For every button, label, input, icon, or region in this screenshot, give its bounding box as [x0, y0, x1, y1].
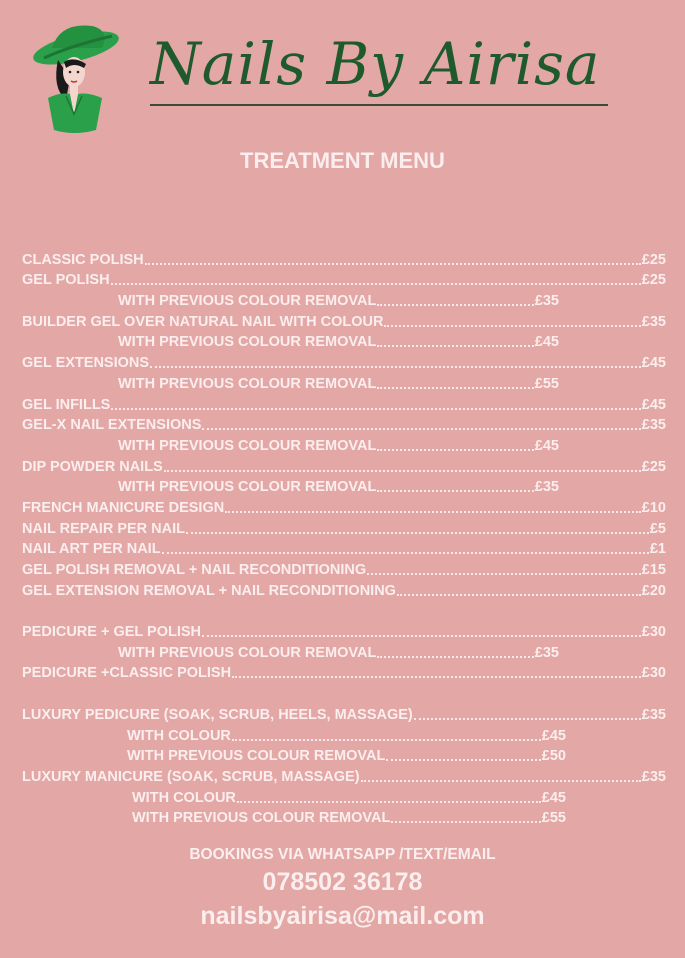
treatment-row [22, 454, 666, 475]
treatment-label: NAIL ART PER NAIL [22, 541, 161, 558]
treatment-price: £55 [534, 375, 559, 392]
treatment-label: BUILDER GEL OVER NATURAL NAIL WITH COLOUR [22, 313, 384, 330]
brand-underline [150, 104, 608, 106]
dot-leader [202, 635, 641, 637]
dot-leader [237, 801, 541, 803]
treatment-price: £10 [641, 499, 666, 516]
email-address[interactable]: nailsbyairisa@mail.com [200, 902, 485, 930]
dot-leader [111, 408, 640, 410]
treatment-option-row [22, 288, 666, 309]
dot-leader [377, 345, 533, 347]
treatment-option-row [22, 433, 666, 454]
treatment-label: FRENCH MANICURE DESIGN [22, 499, 225, 516]
treatment-price: £1 [649, 541, 666, 558]
dot-leader [202, 428, 640, 430]
treatment-label: LUXURY PEDICURE (SOAK, SCRUB, HEELS, MASSAGE) [22, 706, 413, 723]
treatment-row [22, 392, 666, 413]
treatment-price: £35 [534, 644, 559, 661]
treatment-price: £25 [641, 458, 666, 475]
treatment-price: £35 [641, 313, 666, 330]
treatment-option-row [22, 640, 666, 661]
treatment-row [22, 247, 666, 268]
treatment-price: £35 [641, 706, 666, 723]
dot-leader [377, 656, 533, 658]
treatment-row [22, 578, 666, 599]
treatment-label: GEL POLISH [22, 272, 110, 289]
treatment-label: WITH PREVIOUS COLOUR REMOVAL [132, 810, 391, 827]
treatment-price: £45 [641, 355, 666, 372]
treatment-row [22, 557, 666, 578]
treatment-price: £25 [641, 251, 666, 268]
menu-title: TREATMENT MENU [240, 148, 445, 173]
treatment-label: LUXURY MANICURE (SOAK, SCRUB, MASSAGE) [22, 768, 360, 785]
dot-leader [232, 739, 541, 741]
dot-leader [162, 552, 649, 554]
treatment-label: PEDICURE + GEL POLISH [22, 624, 202, 641]
section-gap [22, 681, 666, 702]
treatment-label: WITH PREVIOUS COLOUR REMOVAL [118, 375, 377, 392]
treatment-price: £35 [641, 417, 666, 434]
treatment-price: £50 [541, 748, 566, 765]
treatment-label: WITH PREVIOUS COLOUR REMOVAL [118, 479, 377, 496]
treatment-row [22, 537, 666, 558]
treatment-option-row [22, 744, 666, 765]
section-gap [22, 599, 666, 620]
treatment-label: DIP POWDER NAILS [22, 458, 163, 475]
dot-leader [384, 325, 640, 327]
treatment-label: WITH PREVIOUS COLOUR REMOVAL [118, 293, 377, 310]
treatment-list [22, 247, 666, 826]
treatment-label: WITH PREVIOUS COLOUR REMOVAL [118, 334, 377, 351]
treatment-label: WITH PREVIOUS COLOUR REMOVAL [118, 644, 377, 661]
treatment-price: £45 [534, 437, 559, 454]
treatment-price: £30 [641, 665, 666, 682]
treatment-price: £35 [641, 768, 666, 785]
treatment-option-row [22, 723, 666, 744]
treatment-row [22, 661, 666, 682]
treatment-label: WITH PREVIOUS COLOUR REMOVAL [127, 748, 386, 765]
treatment-label: WITH COLOUR [132, 789, 236, 806]
treatment-price: £25 [641, 272, 666, 289]
treatment-label: WITH PREVIOUS COLOUR REMOVAL [118, 437, 377, 454]
bookings-text: BOOKINGS VIA WHATSAPP /TEXT/EMAIL [189, 846, 496, 863]
treatment-row [22, 516, 666, 537]
dot-leader [150, 366, 641, 368]
dot-leader [397, 594, 641, 596]
treatment-price: £45 [534, 334, 559, 351]
dot-leader [232, 676, 641, 678]
treatment-price: £35 [534, 293, 559, 310]
dot-leader [386, 759, 540, 761]
treatment-row [22, 619, 666, 640]
treatment-price: £15 [641, 562, 666, 578]
treatment-row [22, 495, 666, 516]
treatment-price: £55 [541, 810, 566, 827]
treatment-row [22, 268, 666, 289]
treatment-label: NAIL REPAIR PER NAIL [22, 520, 186, 537]
treatment-price: £45 [541, 789, 566, 806]
treatment-option-row [22, 371, 666, 392]
treatment-option-row [22, 475, 666, 496]
dot-leader [186, 532, 649, 534]
lady-with-green-hat-icon [30, 18, 125, 138]
dot-leader [361, 780, 641, 782]
dot-leader [377, 304, 533, 306]
treatment-row [22, 702, 666, 723]
treatment-label: GEL POLISH REMOVAL + NAIL RECONDITIONING [22, 562, 367, 578]
brand-name: Nails By Airisa [150, 30, 601, 98]
treatment-price: £30 [641, 624, 666, 641]
treatment-row [22, 413, 666, 434]
treatment-option-row [22, 806, 666, 827]
dot-leader [225, 511, 641, 513]
treatment-price: £20 [641, 582, 666, 599]
phone-number[interactable]: 078502 36178 [262, 868, 423, 896]
treatment-label: CLASSIC POLISH [22, 251, 144, 268]
dot-leader [111, 283, 641, 285]
treatment-label: GEL-X NAIL EXTENSIONS [22, 417, 202, 434]
treatment-price: £5 [649, 520, 666, 537]
treatment-option-row [22, 785, 666, 806]
treatment-label: PEDICURE +CLASSIC POLISH [22, 665, 232, 682]
treatment-row [22, 764, 666, 785]
dot-leader [164, 470, 641, 472]
dot-leader [377, 449, 533, 451]
treatment-price: £45 [541, 727, 566, 744]
dot-leader [367, 573, 641, 575]
treatment-row [22, 350, 666, 371]
treatment-option-row [22, 330, 666, 351]
treatment-label: GEL INFILLS [22, 396, 111, 413]
treatment-label: GEL EXTENSION REMOVAL + NAIL RECONDITIONING [22, 582, 396, 599]
dot-leader [391, 821, 540, 823]
treatment-price: £35 [534, 479, 559, 496]
dot-leader [377, 490, 533, 492]
treatment-label: GEL EXTENSIONS [22, 355, 150, 372]
dot-leader [414, 718, 641, 720]
dot-leader [145, 263, 641, 265]
treatment-label: WITH COLOUR [127, 727, 231, 744]
dot-leader [377, 387, 533, 389]
treatment-price: £45 [641, 396, 666, 413]
treatment-row [22, 309, 666, 330]
